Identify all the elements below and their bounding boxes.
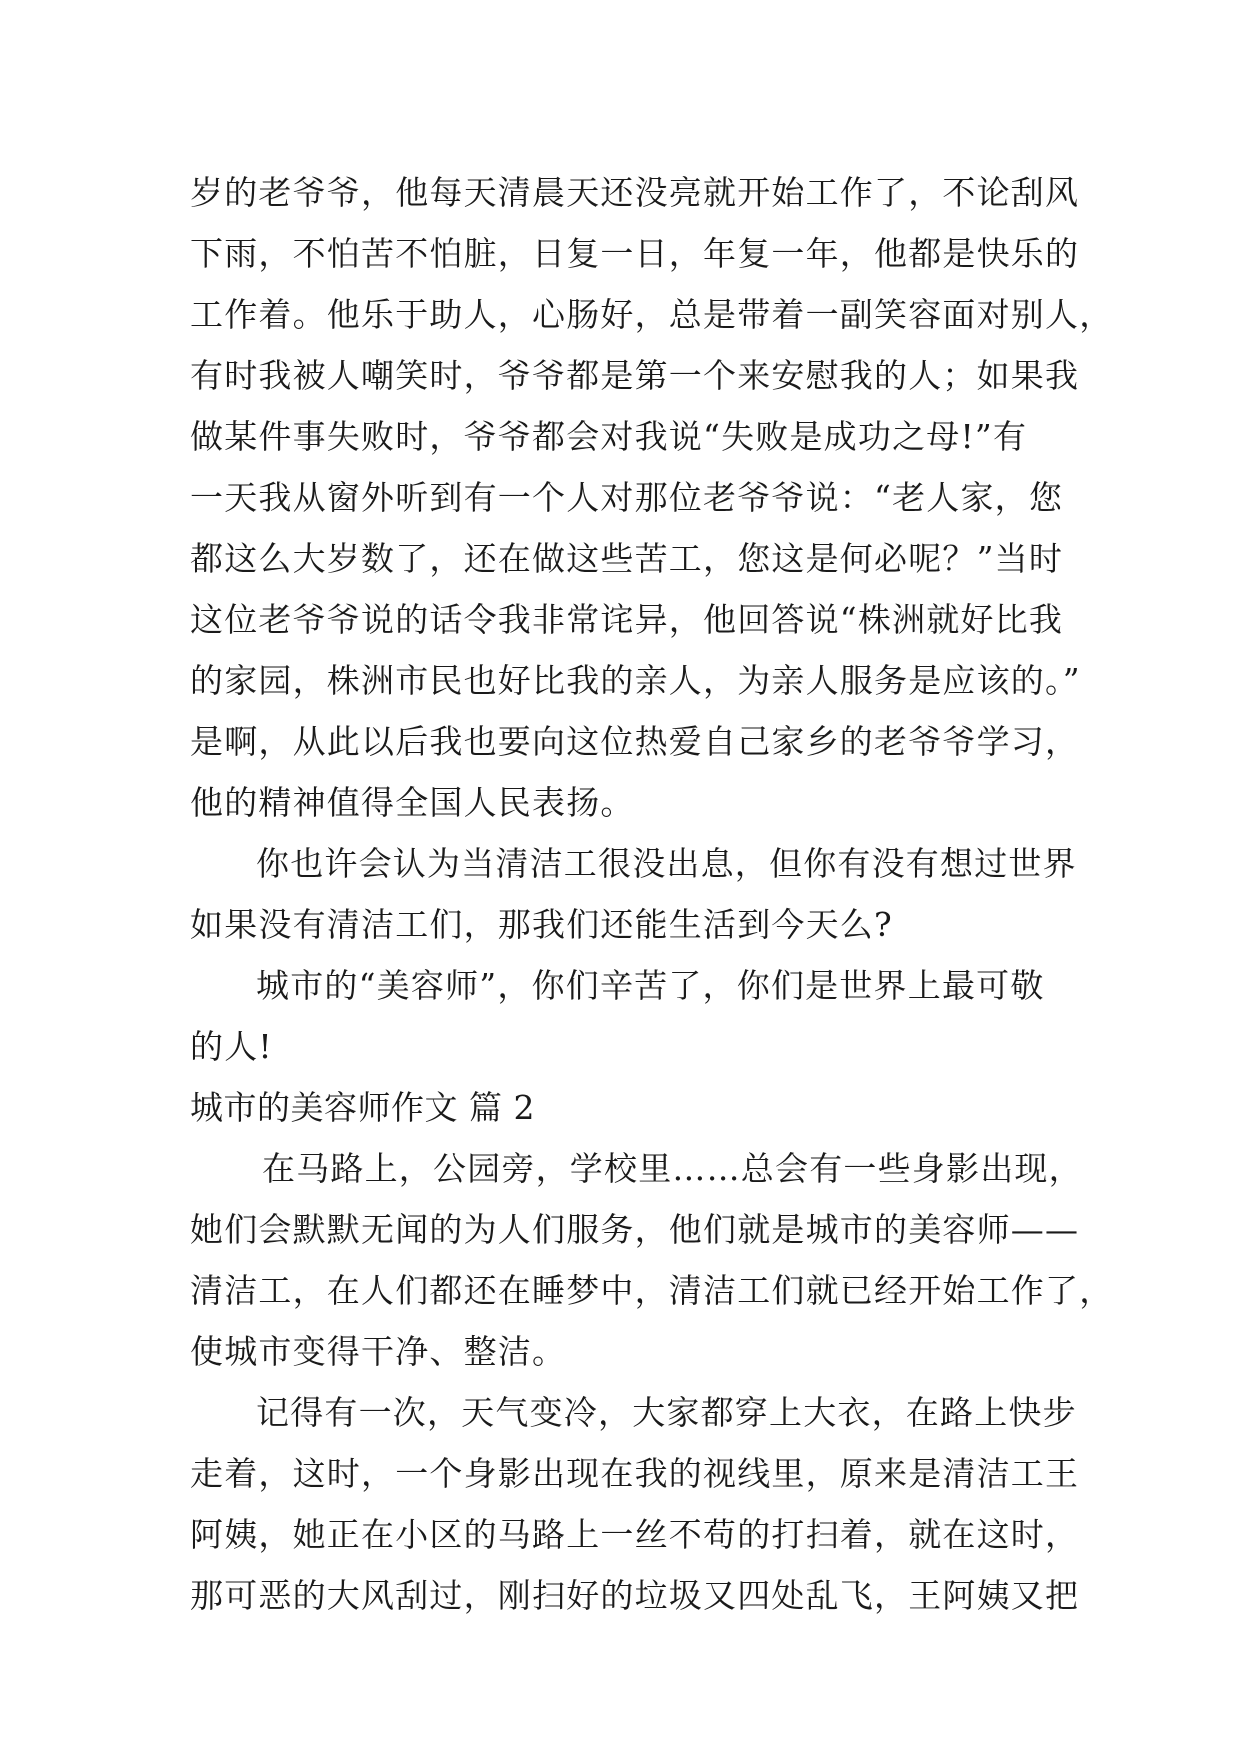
- text-line: 都这么大岁数了，还在做这些苦工，您这是何必呢？”当时: [190, 539, 1064, 578]
- text-line: 阿姨，她正在小区的马路上一丝不苟的打扫着，就在这时，: [190, 1515, 1080, 1554]
- paragraph-start-line: 在马路上，公园旁，学校里……总会有一些身影出现，: [262, 1149, 1083, 1188]
- paragraph-start-line: 城市的“美容师”，你们辛苦了，你们是世界上最可敬: [256, 966, 1045, 1005]
- text-line: 岁的老爷爷，他每天清晨天还没亮就开始工作了，不论刮风: [190, 173, 1080, 212]
- text-line: 那可恶的大风刮过，刚扫好的垃圾又四处乱飞，王阿姨又把: [190, 1576, 1080, 1615]
- paragraph-start-line: 你也许会认为当清洁工很没出息，但你有没有想过世界: [256, 844, 1077, 883]
- section-heading: 城市的美容师作文 篇 2: [190, 1088, 535, 1127]
- text-line: 走着，这时，一个身影出现在我的视线里，原来是清洁工王: [190, 1454, 1080, 1493]
- text-line: 的家园，株洲市民也好比我的亲人，为亲人服务是应该的。”: [190, 661, 1081, 700]
- text-line: 做某件事失败时，爷爷都会对我说“失败是成功之母!”有: [190, 417, 1028, 456]
- text-line: 工作着。他乐于助人，心肠好，总是带着一副笑容面对别人，: [190, 295, 1114, 334]
- text-line: 他的精神值得全国人民表扬。: [190, 783, 635, 822]
- text-line: 一天我从窗外听到有一个人对那位老爷爷说：“老人家，您: [190, 478, 1064, 517]
- text-line: 这位老爷爷说的话令我非常诧异，他回答说“株洲就好比我: [190, 600, 1064, 639]
- text-line: 如果没有清洁工们，那我们还能生活到今天么?: [190, 905, 893, 944]
- text-line: 清洁工，在人们都还在睡梦中，清洁工们就已经开始工作了，: [190, 1271, 1114, 1310]
- text-line: 是啊，从此以后我也要向这位热爱自己家乡的老爷爷学习，: [190, 722, 1080, 761]
- text-line: 有时我被人嘲笑时，爷爷都是第一个来安慰我的人；如果我: [190, 356, 1080, 395]
- paragraph-start-line: 记得有一次，天气变冷，大家都穿上大衣，在路上快步: [256, 1393, 1077, 1432]
- text-line: 的人!: [190, 1027, 273, 1066]
- text-line: 使城市变得干净、整洁。: [190, 1332, 567, 1371]
- text-line: 她们会默默无闻的为人们服务，他们就是城市的美容师——: [190, 1210, 1080, 1249]
- text-line: 下雨，不怕苦不怕脏，日复一日，年复一年，他都是快乐的: [190, 234, 1080, 273]
- essay-text: [190, 162, 1114, 1626]
